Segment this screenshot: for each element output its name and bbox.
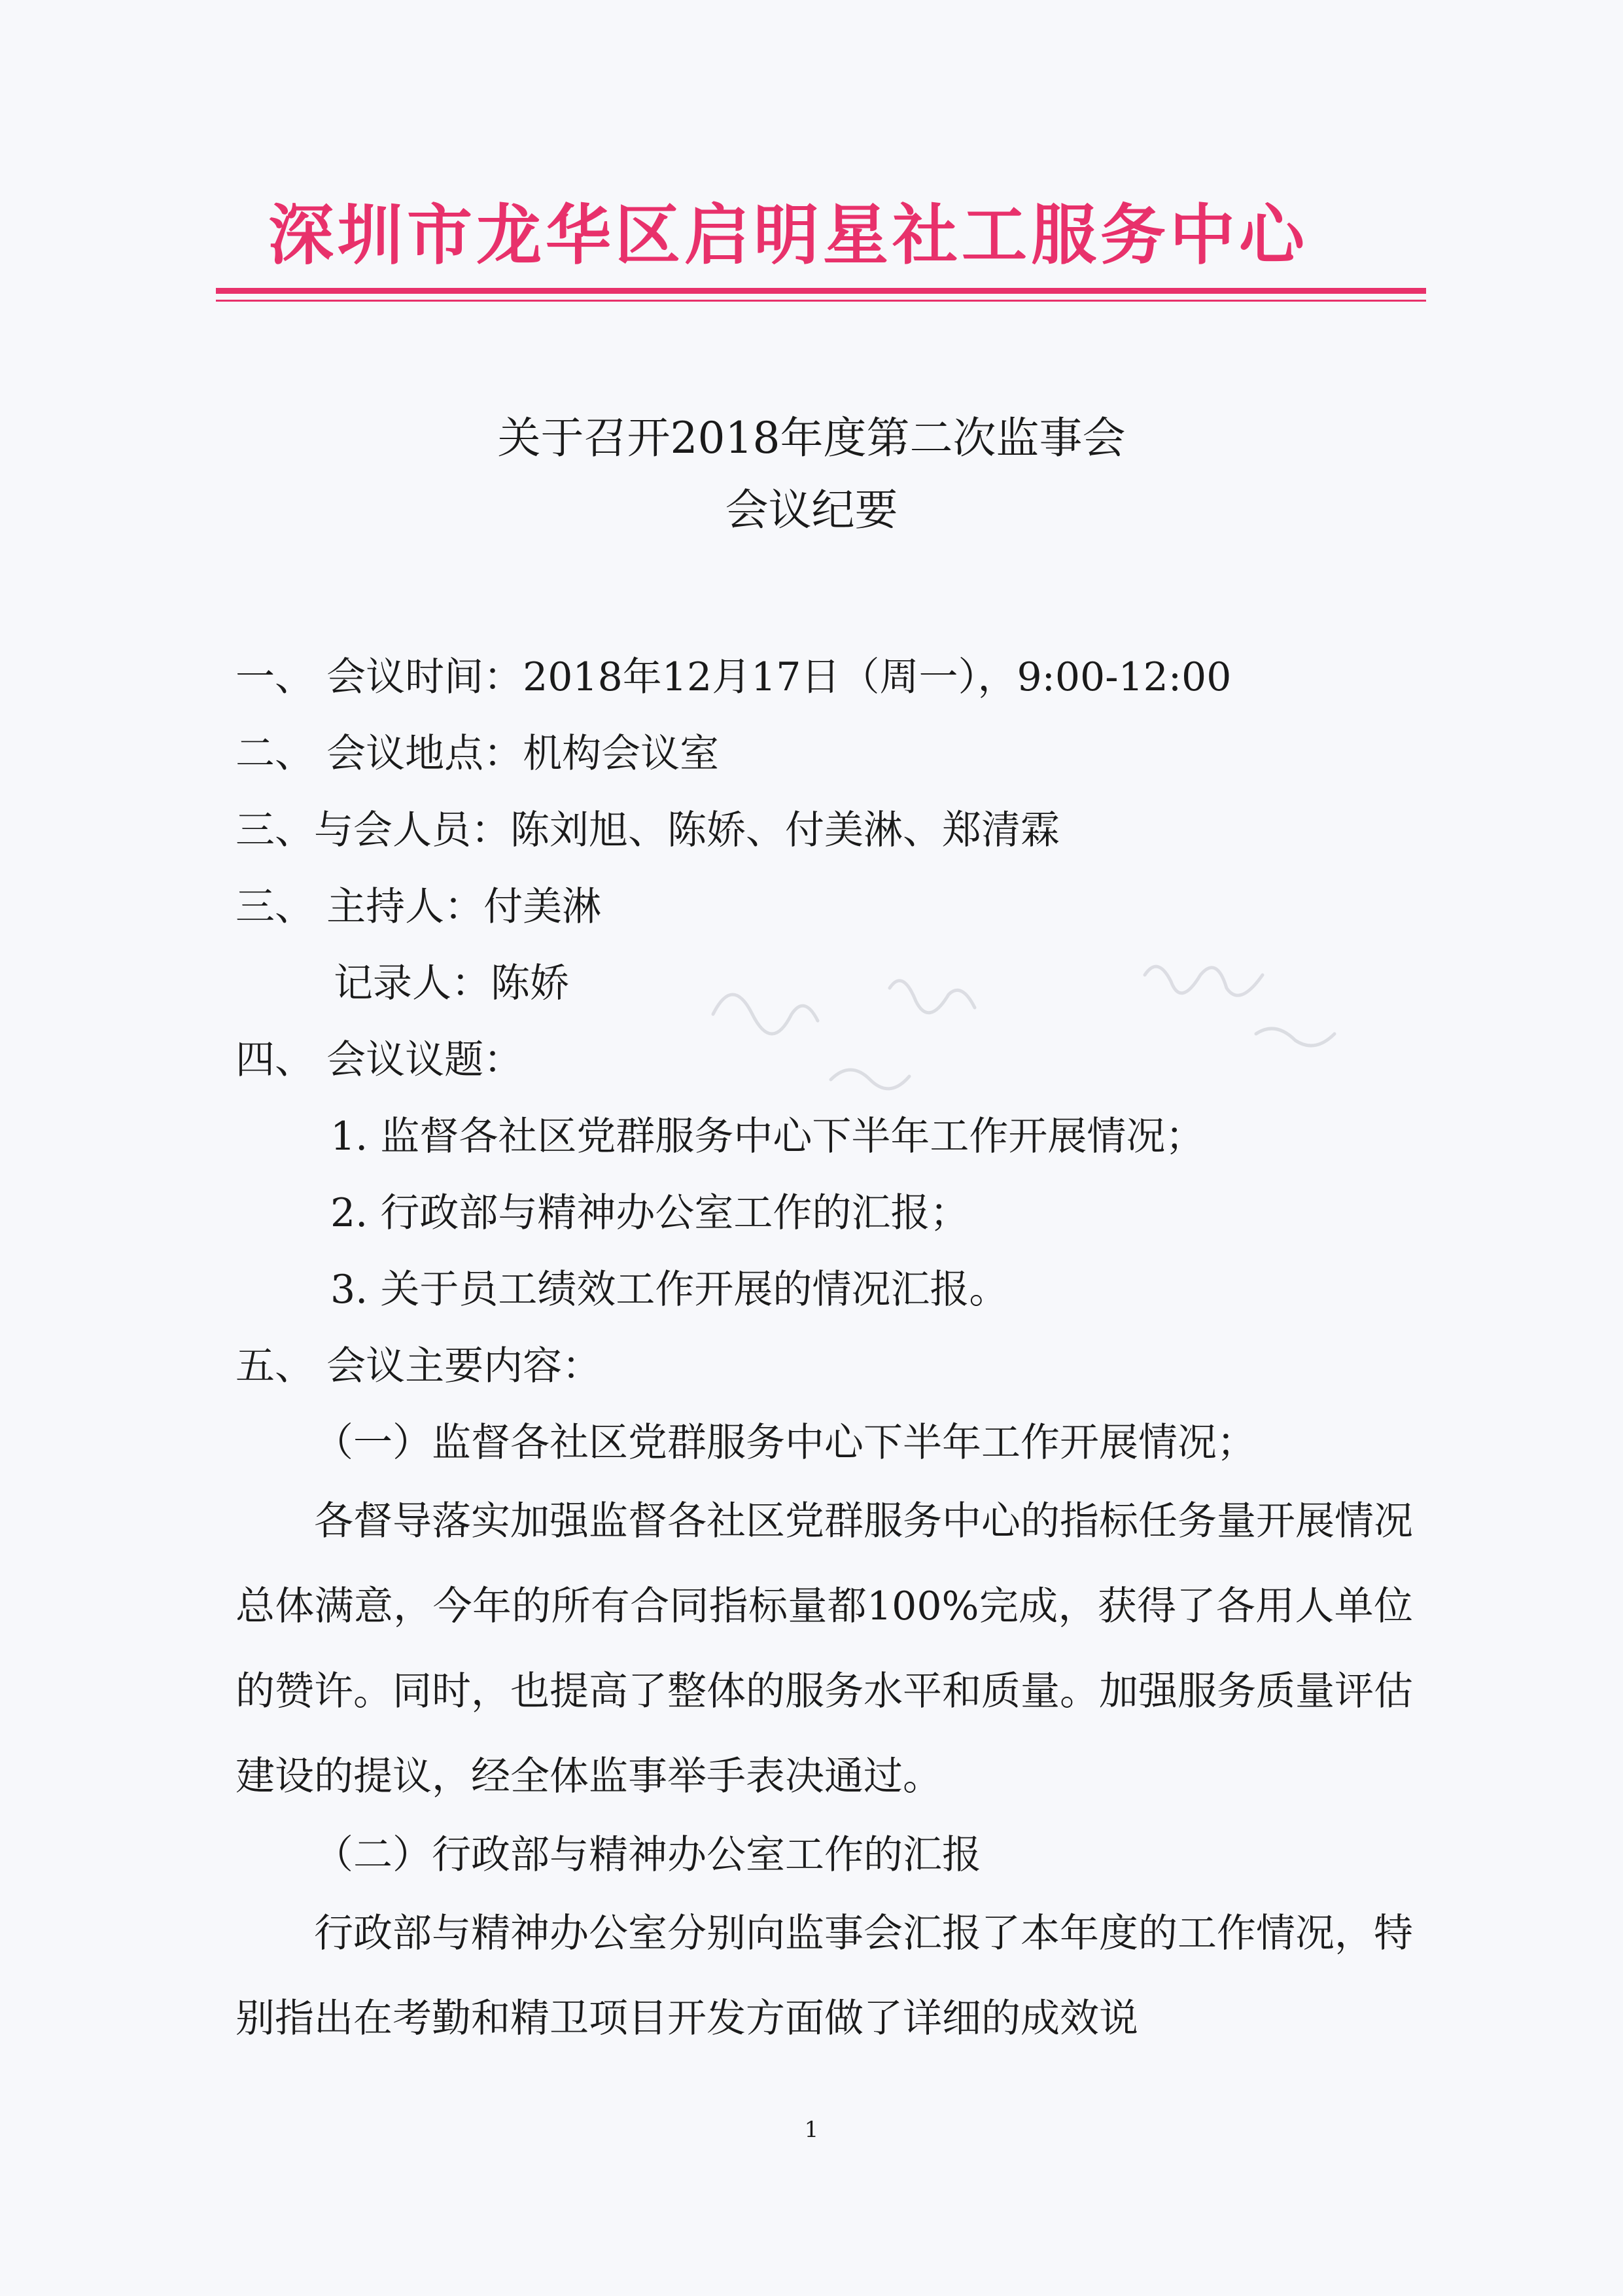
document-title-line1: 关于召开2018年度第二次监事会 xyxy=(497,413,1126,463)
meeting-time: 一、 会议时间：2018年12月17日（周一），9:00-12:00 xyxy=(236,654,1232,700)
content-heading: 五、 会议主要内容： xyxy=(236,1343,602,1389)
meeting-host: 三、 主持人：付美淋 xyxy=(236,884,602,930)
meeting-attendees: 三、与会人员：陈刘旭、陈娇、付美淋、郑清霖 xyxy=(236,807,1060,853)
page-number: 1 xyxy=(804,2117,819,2143)
topic-3: 3. 关于员工绩效工作开展的情况汇报。 xyxy=(330,1267,1009,1313)
organization-letterhead: 深圳市龙华区启明星社工服务中心 xyxy=(268,197,1308,274)
topic-2: 2. 行政部与精神办公室工作的汇报； xyxy=(330,1190,969,1236)
content-sub1-heading: （一）监督各社区党群服务中心下半年工作开展情况； xyxy=(314,1420,1256,1466)
document-title-line2: 会议纪要 xyxy=(725,485,898,535)
topics-heading: 四、 会议议题： xyxy=(236,1037,523,1083)
meeting-recorder: 记录人：陈娇 xyxy=(334,961,569,1006)
letterhead-rule-thick xyxy=(216,288,1426,294)
content-sub2-text: 行政部与精神办公室分别向监事会汇报了本年度的工作情况，特别指出在考勤和精卫项目开发方面做了详细的成效说 xyxy=(236,1911,1413,2041)
content-sub2-heading: （二）行政部与精神办公室工作的汇报 xyxy=(314,1832,981,1878)
topic-1: 1. 监督各社区党群服务中心下半年工作开展情况； xyxy=(330,1114,1205,1159)
letterhead-rule-thin xyxy=(216,300,1426,302)
content-sub1-text: 各督导落实加强监督各社区党群服务中心的指标任务量开展情况总体满意，今年的所有合同指标量都100%完成，获得了各用人单位的赞许。同时，也提高了整体的服务水平和质量。加强服务质量评估建设的提议，经全体监事举手表决通过。 xyxy=(236,1498,1413,1799)
meeting-place: 二、 会议地点：机构会议室 xyxy=(236,731,720,777)
